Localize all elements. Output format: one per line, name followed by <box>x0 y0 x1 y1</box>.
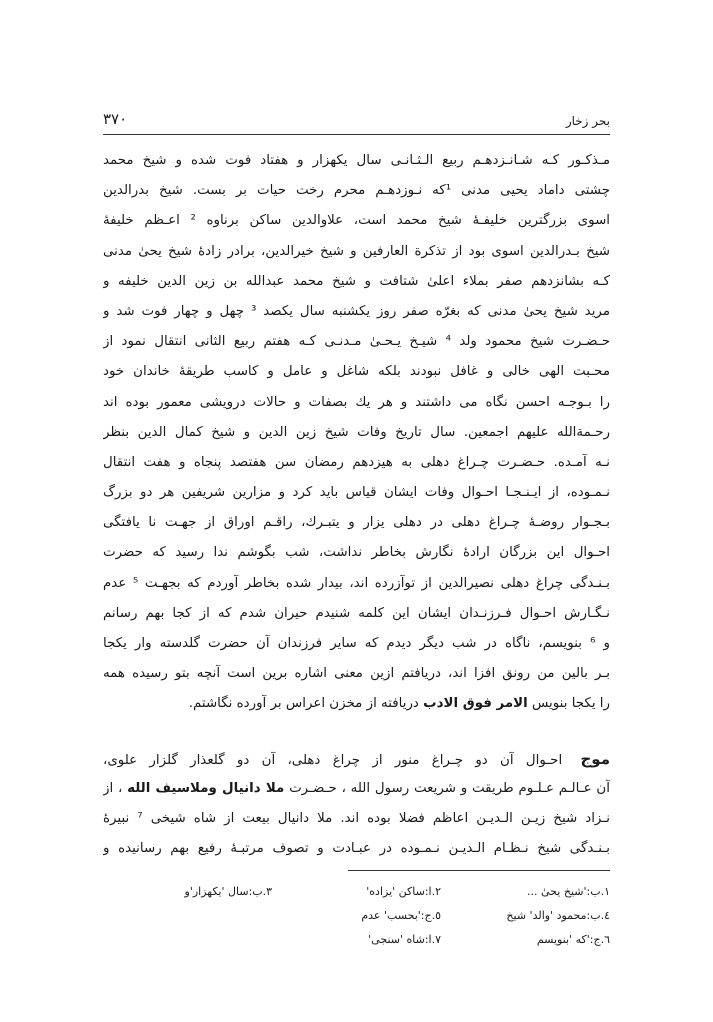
page-number: ۳۷۰ <box>103 110 128 128</box>
emphasis-text: الامر فوق الادب <box>423 696 528 712</box>
footnote: ١.ب:'شیخ یحیٰ ... <box>527 885 610 898</box>
text-line: بـجـوار روضـهٔ چـراغ دهلی در دهلی یزار و یتبـرك، راقـم اوراق از جهـت نا یافتگی <box>103 515 610 531</box>
text-line: احـوال این بزرگان ارادهٔ نگارش بخاطر نداشت، شب بگوشم ندا رسید که حضرت <box>103 545 610 561</box>
text-line: و ⁶ بنویسم، ناگاه در شب دیگر دیدم که سایر فرزندان آن حضرت گلدسته وار یکجا <box>103 636 610 651</box>
page-header <box>103 110 610 135</box>
section-moj <box>103 744 610 865</box>
footnote-rule <box>348 870 610 871</box>
footnote <box>103 928 272 952</box>
main-text <box>103 146 610 864</box>
text-line: را بـوجـه احسن نگاه می داشتند و هر یك بصفات و حالات درویشی معمور بوده اند <box>103 394 610 410</box>
footnote: ٣.ب:سال 'یکهزار'و <box>184 885 273 898</box>
text-line: بـنـدگی شیخ نـظـام الـدیـن نـمـوده در عبـادت و تصوف مرتبـهٔ رفیع بهم رسانیده و <box>103 841 610 857</box>
text-line: نـه آمـده. حـضـرت چـراغ دهلی به هیزدهم رمضان سن هفتصد پنجاه و هفت انتقال <box>103 454 610 470</box>
footnote: ٧.ا:شاه 'سنجی' <box>368 933 442 946</box>
footnote-row <box>103 880 610 904</box>
text-line: محـبت الهی خالی و غافل نبودند بلکه شاغل و عامل و کاسب طریقهٔ خاندان خود <box>103 364 610 380</box>
footnote <box>103 904 272 928</box>
text-line: بـنـدگی چراغ دهلی نصیرالدین از توآزرده اند، بیدار شده بخاطر آوردم که بجهـت ⁵ عدم <box>103 575 610 591</box>
text-line: مـذکـور کـه شـانـزدهـم ربیع الـثـانـی سال یکهزار و هفتاد فوت شده و شیخ محمد <box>103 153 610 168</box>
text-line: رحـمةالله علیهم اجمعین. سال تاریخ وفات شیخ زین الدین و شیخ کمال الدین بنظر <box>103 424 610 440</box>
text-line: مرید شیخ یحیٰ مدنی که بغرّه صفر روز یکشنبه سال یکصد ³ چهل و چهار فوت شد و <box>103 303 610 319</box>
footnote-row <box>103 928 610 952</box>
footnote: ٤.ب:محمود 'والد' شیخ <box>506 909 610 922</box>
text-line: را یکجا بنویس الامر فوق الادب دریافته از مخزن اعراس بر آورده نگاشتم. <box>188 696 610 712</box>
paragraph-1 <box>103 146 610 689</box>
text-line: نـمـوده، از ایـنـجـا احـوال وفات ایشان قیاس باید کرد و مزارین شریفین هر دو بزرگ <box>103 485 610 501</box>
text-line: موج احـوال آن دو چـراغ منور از چراغ دهلی، آن دو گلعذار گلزار علوی، <box>103 749 610 768</box>
footnote: ٦.ج:'که 'بنویسم <box>536 933 610 946</box>
footnotes <box>103 880 610 952</box>
text-line: شیخ بـدرالدین اسوی بود از تذکرة العارفین و شیخ خیرالدین، برادر زادهٔ شیخ یحیٰ مدنی <box>103 243 610 259</box>
text-line: کـه بشانزدهم صفر بملاء اعلیٰ شتافت و شیخ محمد عبدالله بن زین الدین خلیفه و <box>103 273 610 289</box>
footnote-row <box>103 904 610 928</box>
emphasis-text: ملا دانیال وملاسیف الله <box>127 780 285 796</box>
section-heading: موج <box>580 749 610 768</box>
footnote: ٥.ج:'بحسب' عدم <box>361 909 442 922</box>
text-line: نـگـارش احـوال فـرزنـدان ایشان این کلمه شنیدم حیران شدم که از کجا بهم رسانم <box>103 605 610 621</box>
text-line: چشتی داماد یحیی مدنی ¹که نـوزدهـم محرم رخت حیات بر بست. شیخ بدرالدین <box>103 183 610 199</box>
text-line: بـر بالین من رونق افزا اند، دریافتم ازین معنی اشاره برین است آنچه بتو رسیده همه <box>103 666 610 682</box>
text-line: حـضـرت شیخ محمود ولد ⁴ شیـخ یـحـیٰ مـدنـی کـه هفتم ربیع الثانی انتقال نمود از <box>103 334 610 350</box>
text-line: آن عـالـم عـلـوم طریقت و شریعت رسول الله ، حـضـرت ملا دانیال وملاسیف الله ، از <box>103 780 610 796</box>
text-line: نـزاد شیخ زیـن الـدیـن اعاظم فضلا بوده اند. ملا دانیال بیعت از شاه شیخی ⁷ نبیرهٔ <box>103 810 610 826</box>
footnote: ٢.ا:ساکن 'یزاده' <box>366 885 442 898</box>
running-title: بحر زخار <box>565 114 610 128</box>
text-line: اسوی بزرگترین خلیفـهٔ شیخ محمد است، علاوالدین ساکن برناوه ² اعـظم خلیفهٔ <box>103 213 610 229</box>
